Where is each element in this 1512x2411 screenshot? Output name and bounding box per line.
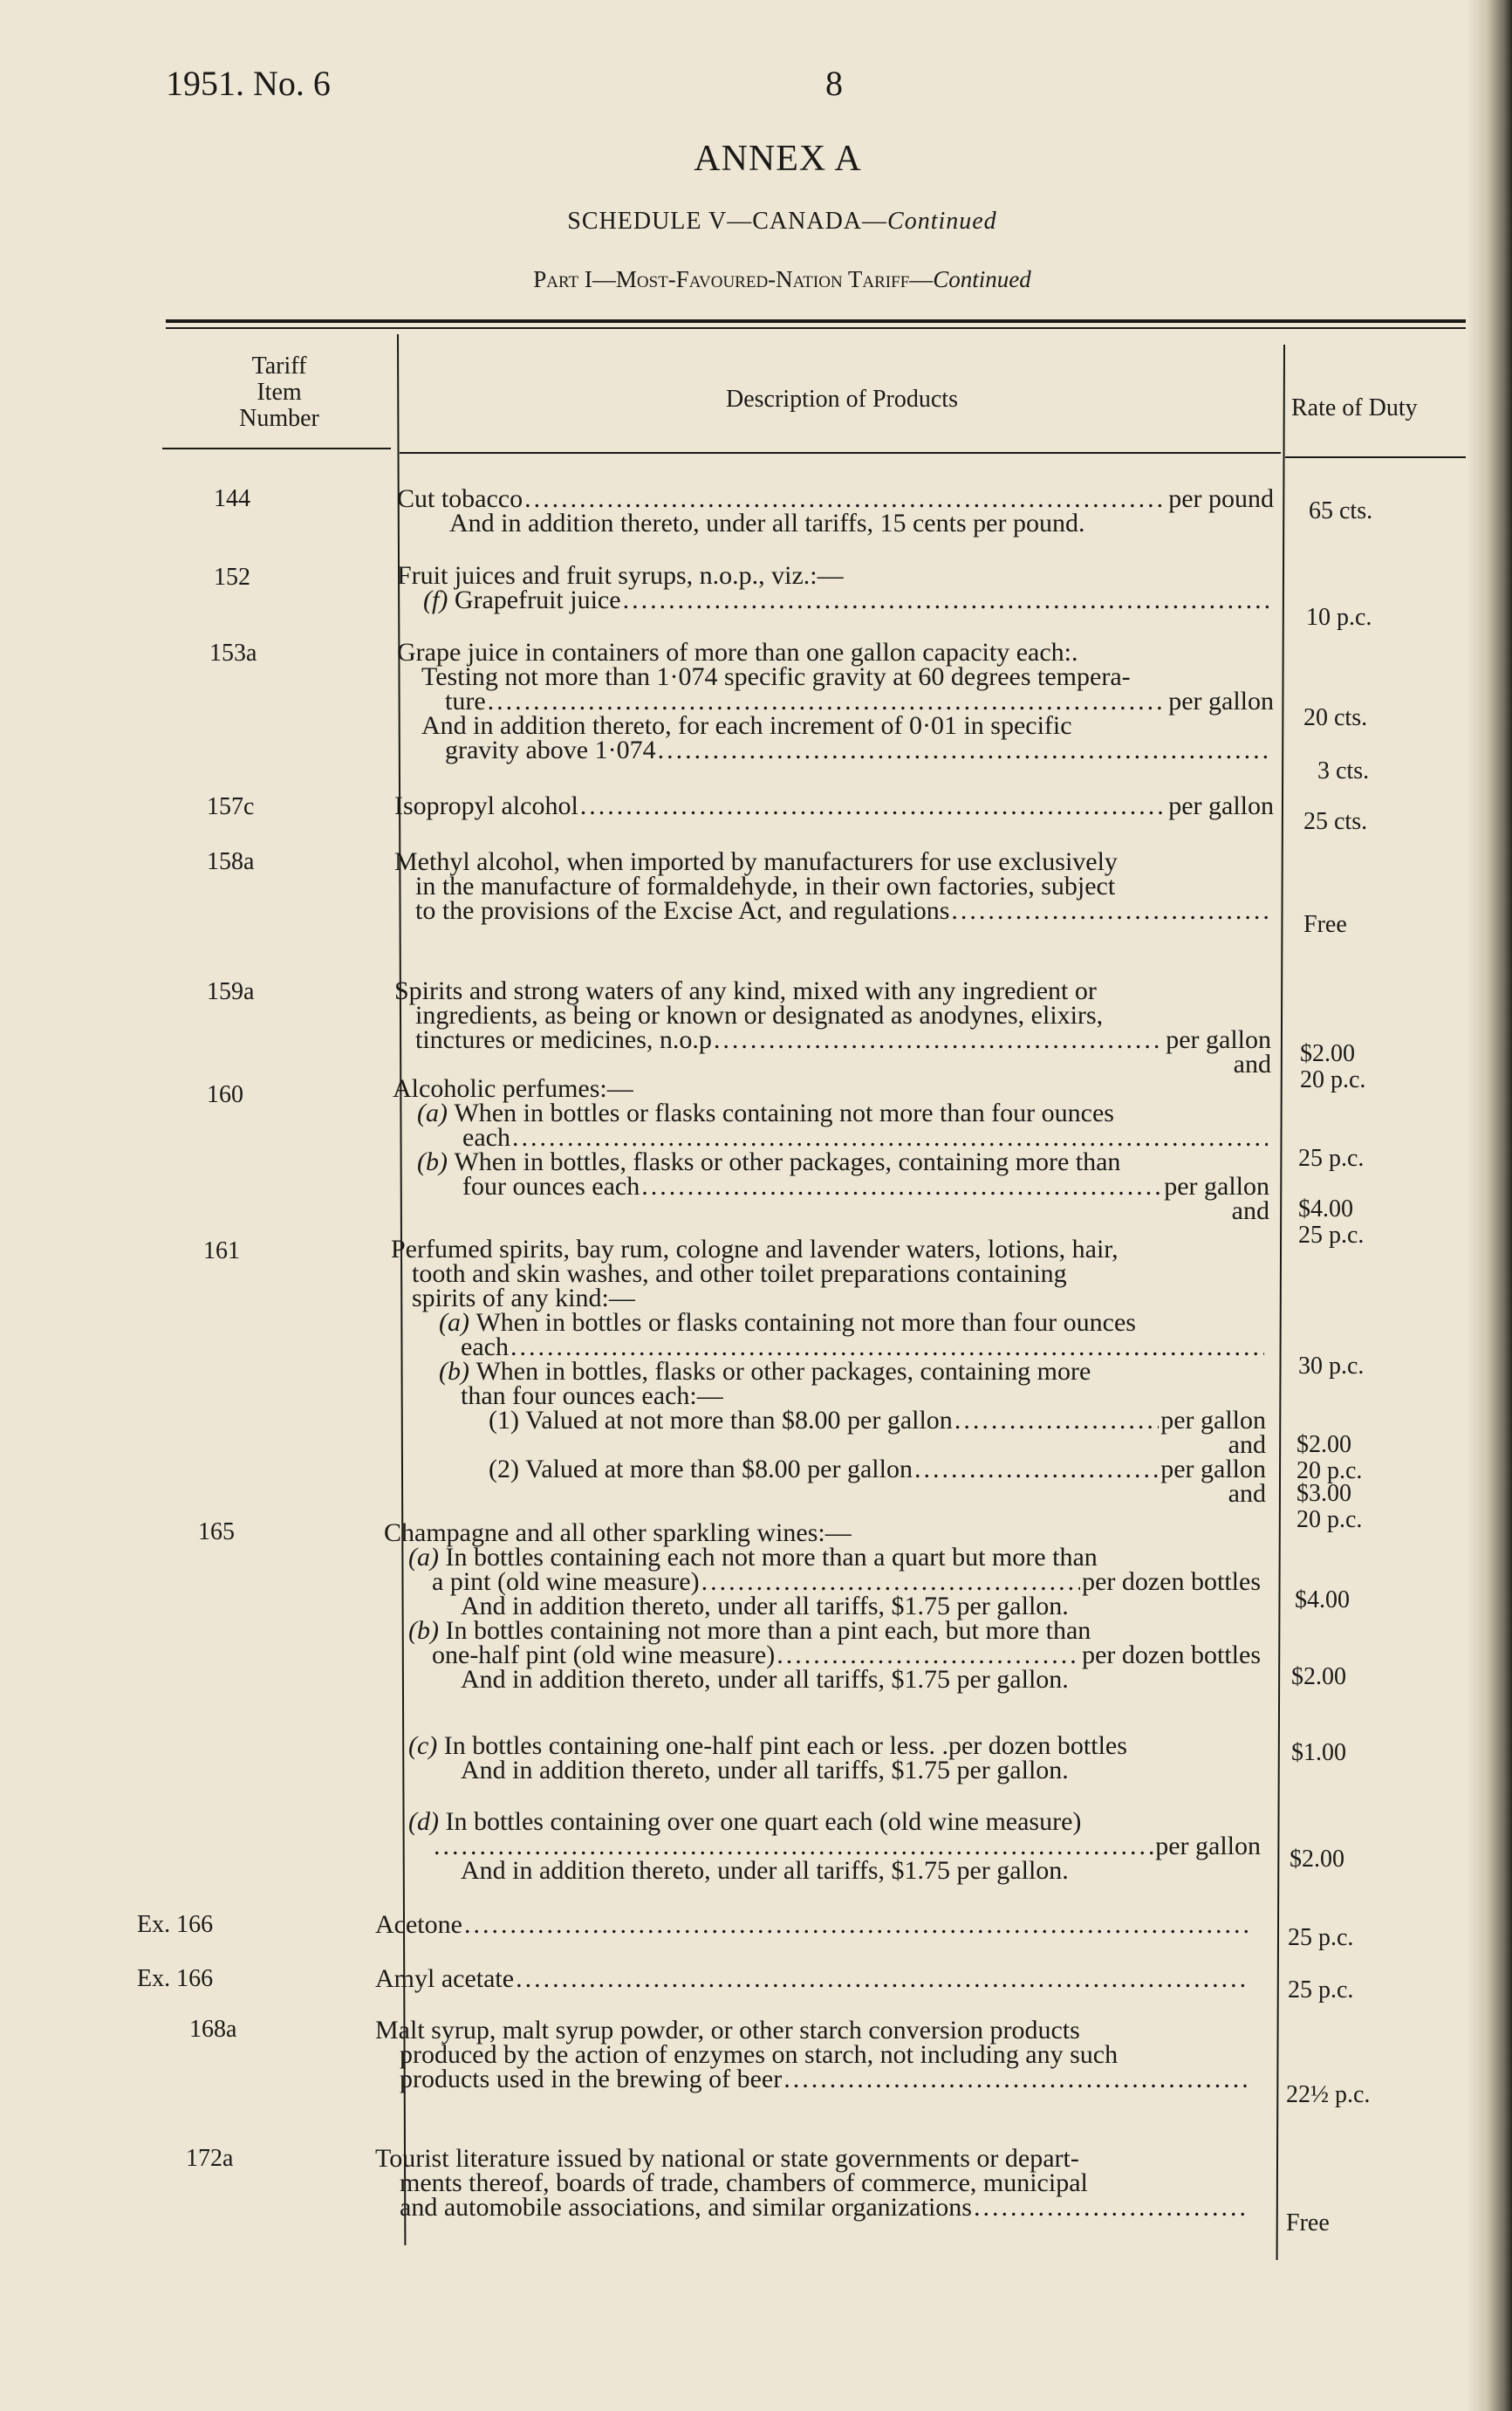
- rate-161b2: $3.00: [1296, 1480, 1351, 1507]
- rate-157c: 25 cts.: [1303, 808, 1368, 835]
- desc-144: Cut tobacco ..... per pound And in addition thereto, under all tariffs, 15 cents per pound.: [397, 487, 1274, 536]
- rate-161b2-pc: 20 p.c.: [1296, 1506, 1363, 1533]
- page-spine-shadow: [1467, 0, 1512, 2411]
- tariff-item-157c: 157c: [207, 793, 255, 820]
- tariff-item-168a: 168a: [189, 2016, 237, 2043]
- rate-161b1-pc: 20 p.c.: [1296, 1457, 1363, 1484]
- desc-158a: Methyl alcohol, when imported by manufacturers for use exclusively in the manufacture of formaldehyde, in their own factories, subject to the provisions of the Excise Act, and regulations .....: [394, 850, 1274, 923]
- item-header-rule: [162, 448, 391, 449]
- page-number: 8: [825, 64, 843, 103]
- rate-153a: 20 cts.: [1303, 704, 1368, 731]
- tariff-item-158a: 158a: [207, 848, 255, 875]
- rate-160a: 25 p.c.: [1298, 1145, 1365, 1172]
- desc-157c: Isopropyl alcohol ..... per gallon: [394, 794, 1274, 819]
- rate-168a: 22½ p.c.: [1286, 2081, 1371, 2108]
- desc-acetone: Acetone .....: [375, 1913, 1250, 1937]
- rate-165c: $1.00: [1291, 1739, 1346, 1766]
- table-top-rule: [166, 319, 1466, 323]
- rate-152: 10 p.c.: [1306, 604, 1372, 631]
- tariff-item-ex166-acetone: Ex. 166: [137, 1911, 214, 1938]
- column-header-description: Description of Products: [726, 386, 958, 413]
- rate-159a-pc: 20 p.c.: [1300, 1066, 1366, 1093]
- annex-title: ANNEX A: [694, 139, 862, 179]
- desc-168a: Malt syrup, malt syrup powder, or other starch conversion products produced by the action of enzymes on starch, not including any such products used in the brewing of beer .....: [375, 2018, 1250, 2092]
- rate-amyl-acetate: 25 p.c.: [1288, 1976, 1354, 2003]
- table-top-rule-thin: [166, 327, 1466, 329]
- tariff-item-152: 152: [214, 564, 250, 591]
- schedule-subtitle: SCHEDULE V—CANADA—Continued: [567, 208, 997, 235]
- tariff-item-172a: 172a: [186, 2145, 234, 2172]
- tariff-item-ex166-amyl: Ex. 166: [137, 1965, 214, 1992]
- tariff-item-159a: 159a: [207, 978, 255, 1005]
- desc-159a: Spirits and strong waters of any kind, mixed with any ingredient or ingredients, as being or known or designated as anodynes, elixirs, tinctures or medicines, n.o.p ..... per gallon and: [394, 979, 1271, 1077]
- tariff-item-165: 165: [198, 1518, 235, 1545]
- rate-144: 65 cts.: [1309, 497, 1373, 524]
- rate-153a-increment: 3 cts.: [1317, 757, 1370, 784]
- column-divider-right: [1276, 345, 1285, 2260]
- column-header-rate: Rate of Duty: [1291, 394, 1418, 421]
- desc-amyl-acetate: Amyl acetate .....: [375, 1967, 1250, 1991]
- rate-172a: Free: [1286, 2209, 1330, 2236]
- header-year-number: 1951. No. 6: [166, 64, 331, 103]
- desc-172a: Tourist literature issued by national or state governments or depart- ments thereof, boards of trade, chambers of commerce, municipal and automobile associations, and similar organizations .....: [375, 2147, 1250, 2220]
- desc-161: Perfumed spirits, bay rum, cologne and lavender waters, lotions, hair, tooth and skin washes, and other toilet preparations containing spirits of any kind:— (a) When in bottles or flasks containing not more than four ounces each ..... (b) When in bottles, flasks or other packages, containing more than four ounces each:— (1) Valued at not more than $8.00 per gallon ..... per gallon and (2) Valued at more than $8.00 per gallon ..... per gallon and: [391, 1237, 1266, 1506]
- part-subtitle: Part I—Most-Favoured-Nation Tariff—Continued: [533, 266, 1031, 292]
- rate-161a: 30 p.c.: [1298, 1353, 1365, 1380]
- rate-160b-pc: 25 p.c.: [1298, 1222, 1365, 1249]
- rate-165a: $4.00: [1295, 1586, 1350, 1613]
- rate-165b: $2.00: [1291, 1663, 1346, 1690]
- rate-header-rule: [1285, 456, 1466, 458]
- desc-153a: Grape juice in containers of more than one gallon capacity each:. Testing not more than 1·074 specific gravity at 60 degrees tempera- ture ..... per gallon And in addition thereto, for each increment of 0·01 in specific gravity above 1·074 .....: [397, 640, 1274, 763]
- column-header-tariff-item: Tariff Item Number: [239, 353, 319, 432]
- rate-159a: $2.00: [1300, 1040, 1355, 1067]
- rate-acetone: 25 p.c.: [1288, 1924, 1354, 1951]
- tariff-item-160: 160: [207, 1081, 243, 1108]
- rate-160b: $4.00: [1298, 1195, 1353, 1223]
- rate-158a: Free: [1303, 911, 1347, 938]
- tariff-item-144: 144: [214, 485, 250, 512]
- rate-161b1: $2.00: [1296, 1431, 1351, 1458]
- desc-165: Champagne and all other sparkling wines:— (a) In bottles containing each not more than a quart but more than a pint (old wine measure) ..... per dozen bottles And in addition thereto, under all tariffs, $1.75 per gallon. (b) In bottles containing not more than a pint each, but more than one-half pint (old wine measure) ..... per dozen bottles And in addition thereto, under all tariffs, $1.75 per gallon.: [384, 1521, 1261, 1692]
- rate-165d: $2.00: [1290, 1846, 1344, 1873]
- desc-165c: (c) In bottles containing one-half pint each or less. .per dozen bottles And in addition thereto, under all tariffs, $1.75 per gallon.: [408, 1731, 1127, 1784]
- desc-152: Fruit juices and fruit syrups, n.o.p., viz.:— (f) Grapefruit juice .....: [397, 564, 1274, 613]
- tariff-item-161: 161: [203, 1237, 240, 1264]
- desc-165d: (d) In bottles containing over one quart each (old wine measure) ..... per gallon And in addition thereto, under all tariffs, $1.75 per gallon.: [384, 1810, 1261, 1883]
- desc-header-rule: [400, 452, 1281, 454]
- desc-160: Alcoholic perfumes:— (a) When in bottles or flasks containing not more than four ounces each ..... (b) When in bottles, flasks or other packages, containing more than four ounces each ..... per gallon and: [393, 1077, 1269, 1223]
- tariff-item-153a: 153a: [209, 640, 257, 667]
